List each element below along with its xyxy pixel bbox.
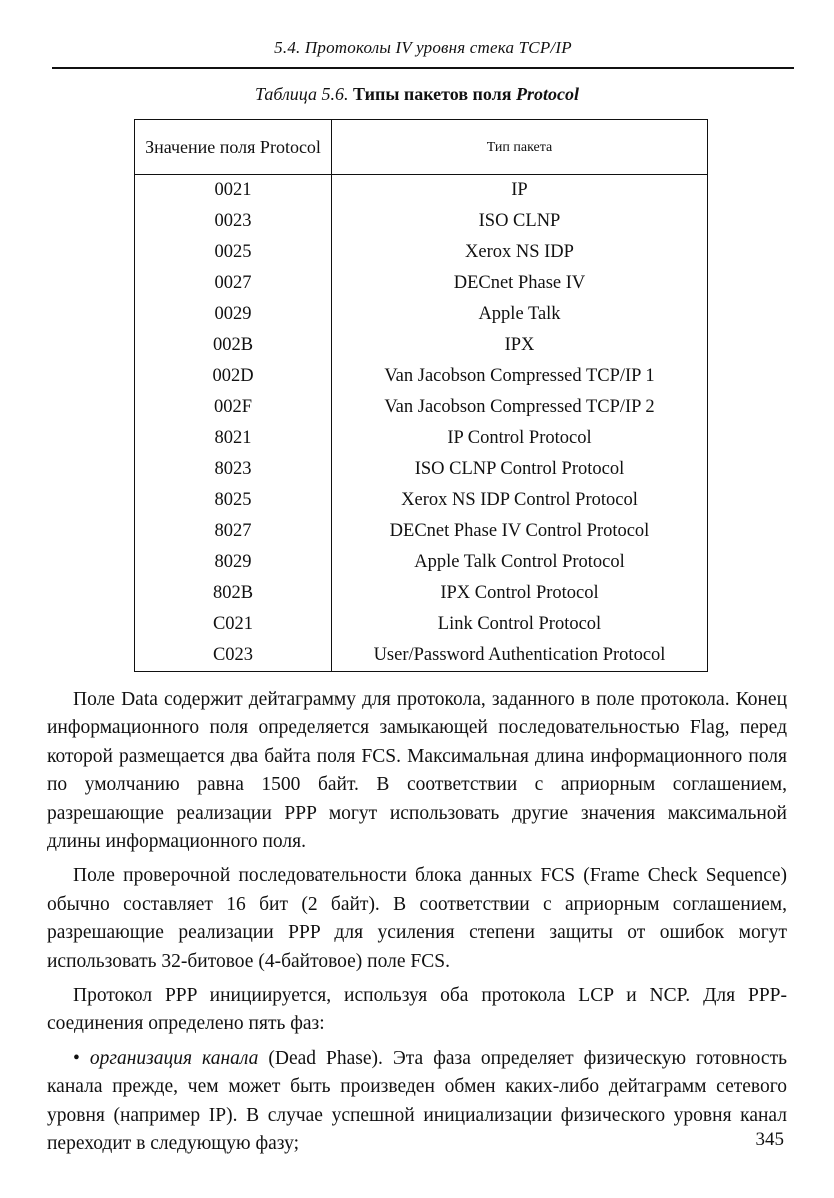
cell-value: 8021 bbox=[135, 423, 332, 454]
cell-value: 8029 bbox=[135, 547, 332, 578]
paragraph-fcs-field: Поле проверочной последовательности блока данных FCS (Frame Check Sequence) обычно составляет 16 бит (2 байт). В соответствии с априорным соглашением, разрешающие реализации PPP для усиления степени защиты от ошибок могут использовать 32-битовое (4-байтовое) поле FCS. bbox=[47, 865, 787, 972]
running-header: 5.4. Протоколы IV уровня стека TCP/IP bbox=[274, 38, 572, 57]
cell-type: Link Control Protocol bbox=[332, 609, 708, 640]
cell-type: Van Jacobson Compressed TCP/IP 2 bbox=[332, 392, 708, 423]
cell-value: 002F bbox=[135, 392, 332, 423]
cell-type: Apple Talk bbox=[332, 299, 708, 330]
page-number: 345 bbox=[755, 1129, 784, 1150]
cell-type: ISO CLNP Control Protocol bbox=[332, 454, 708, 485]
cell-type: DECnet Phase IV bbox=[332, 268, 708, 299]
cell-value: C021 bbox=[135, 609, 332, 640]
table-row bbox=[135, 578, 708, 609]
caption-title: Типы пакетов поля bbox=[353, 84, 512, 104]
caption-label: Таблица 5.6. bbox=[254, 84, 349, 104]
bullet-term: организация канала bbox=[89, 1047, 259, 1069]
cell-value: 002D bbox=[135, 361, 332, 392]
bullet-text: (Dead Phase). Эта фаза определяет физическую готовность канала прежде, чем может быть произведен обмен каких-либо дейтаграмм сетевого уровня (например IP). В случае успешной инициализации физического уровня канал переходит в следующую фазу; bbox=[47, 1047, 787, 1155]
cell-value: 0025 bbox=[135, 237, 332, 268]
bullet-mark: • bbox=[73, 1047, 80, 1069]
table-row bbox=[135, 361, 708, 392]
table-row bbox=[135, 609, 708, 640]
table-row bbox=[135, 330, 708, 361]
cell-value: 0027 bbox=[135, 268, 332, 299]
header-rule bbox=[52, 67, 794, 69]
table-caption bbox=[0, 84, 834, 105]
cell-value: 8023 bbox=[135, 454, 332, 485]
cell-value: 002B bbox=[135, 330, 332, 361]
cell-type: Van Jacobson Compressed TCP/IP 1 bbox=[332, 361, 708, 392]
table-row bbox=[135, 454, 708, 485]
cell-value: 8025 bbox=[135, 485, 332, 516]
cell-value: 0021 bbox=[135, 175, 332, 207]
protocol-types-table bbox=[134, 119, 708, 672]
cell-type: User/Password Authentication Protocol bbox=[332, 640, 708, 672]
table-row bbox=[135, 237, 708, 268]
cell-type: IP Control Protocol bbox=[332, 423, 708, 454]
cell-type: IPX Control Protocol bbox=[332, 578, 708, 609]
cell-type: ISO CLNP bbox=[332, 206, 708, 237]
cell-type: Apple Talk Control Protocol bbox=[332, 547, 708, 578]
table-row bbox=[135, 640, 708, 672]
cell-value: C023 bbox=[135, 640, 332, 672]
table-row bbox=[135, 516, 708, 547]
table-row bbox=[135, 485, 708, 516]
cell-type: Xerox NS IDP bbox=[332, 237, 708, 268]
cell-value: 0023 bbox=[135, 206, 332, 237]
table-row bbox=[135, 392, 708, 423]
table-row bbox=[135, 547, 708, 578]
cell-type: IP bbox=[332, 175, 708, 207]
cell-value: 0029 bbox=[135, 299, 332, 330]
cell-value: 802B bbox=[135, 578, 332, 609]
cell-value: 8027 bbox=[135, 516, 332, 547]
caption-field: Protocol bbox=[516, 84, 580, 104]
table-row bbox=[135, 206, 708, 237]
body-text bbox=[47, 686, 787, 1159]
table-row bbox=[135, 175, 708, 207]
cell-type: Xerox NS IDP Control Protocol bbox=[332, 485, 708, 516]
table-header-row bbox=[135, 120, 708, 175]
column-header-type: Тип пакета bbox=[332, 120, 708, 175]
paragraph-data-field: Поле Data содержит дейтаграмму для протокола, заданного в поле протокола. Конец информационного поля определяется замыкающей последовательностью Flag, перед которой размещается два байта поля FCS. Максимальная длина информационного поля по умолчанию равна 1500 байт. В соответствии с априорным соглашением, разрешающие реализации PPP могут использовать другие значения максимальной длины информационного поля. bbox=[47, 689, 787, 853]
cell-type: DECnet Phase IV Control Protocol bbox=[332, 516, 708, 547]
column-header-value: Значение поля Protocol bbox=[135, 120, 332, 175]
table-row bbox=[135, 299, 708, 330]
bullet-dead-phase bbox=[47, 1045, 787, 1159]
table-row bbox=[135, 423, 708, 454]
table-row bbox=[135, 268, 708, 299]
paragraph-ppp-phases: Протокол PPP инициируется, используя оба протокола LCP и NCP. Для PPP-соединения определено пять фаз: bbox=[47, 985, 787, 1035]
cell-type: IPX bbox=[332, 330, 708, 361]
